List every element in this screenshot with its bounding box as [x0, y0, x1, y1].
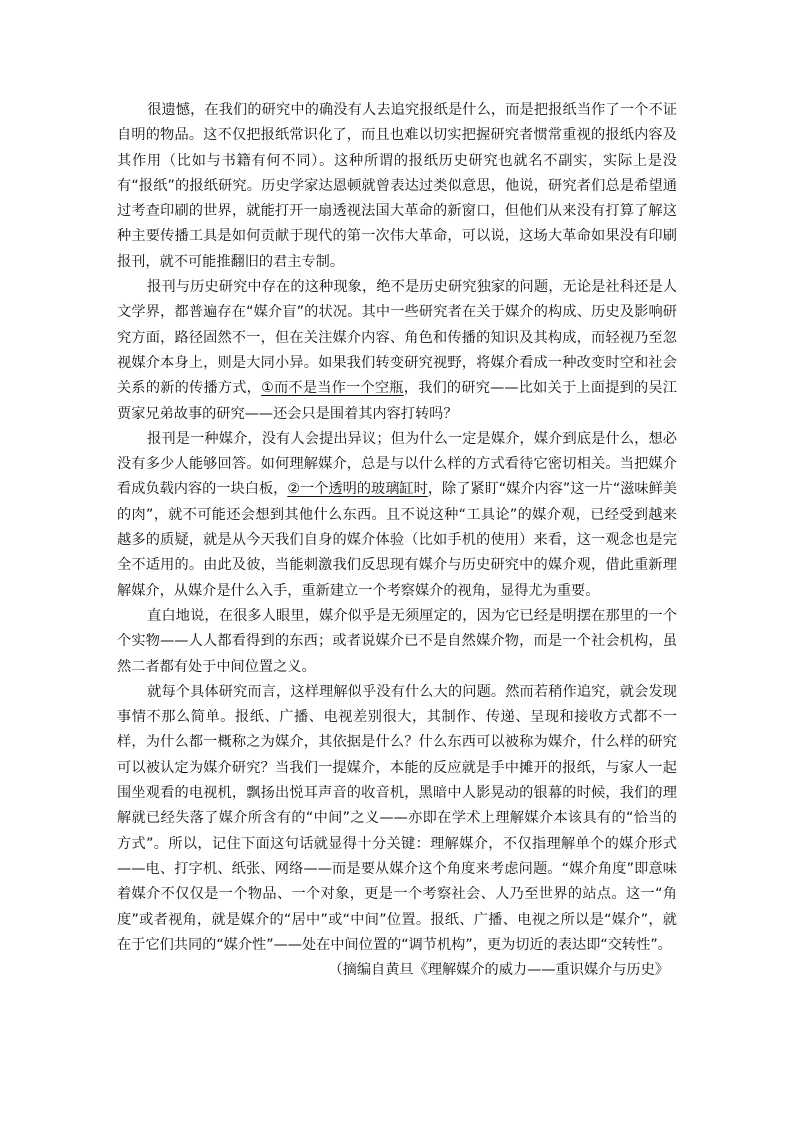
underlined-phrase-2: ②一个透明的玻璃缸时	[287, 481, 428, 498]
paragraph-3-text-before: 报刊是一种媒介，没有人会提出异议；但为什么一定是媒介，媒介到底是什么，想必没有多少人能够回答。如何理解媒介，总是与以什么样的方式看待它密切相关。当把媒介看成负载内容的一块白板，	[117, 430, 677, 498]
paragraph-3-text-after: ，除了紧盯“媒介内容”这一片“滋味鲜美的肉”，就不可能还会想到其他什么东西。且不说这种“工具论”的媒介观，已经受到越来越多的质疑，就是从今天我们自身的媒介体验（比如手机的使用）来看，这一观念也是完全不适用的。由此及彼，当能刺激我们反思现有媒介与历史研究中的媒介观，借此重新理解媒介，从媒介是什么入手，重新建立一个考察媒介的视角，显得尤为重要。	[117, 481, 677, 599]
paragraph-4-text: 直白地说，在很多人眼里，媒介似乎是无须厘定的，因为它已经是明摆在那里的一个个实物——人人都看得到的东西；或者说媒介已不是自然媒介物，而是一个社会机构，虽然二者都有处于中间位置之义。	[117, 607, 677, 675]
paragraph-1	[117, 98, 677, 275]
paragraph-1-text: 很遗憾，在我们的研究中的确没有人去追究报纸是什么，而是把报纸当作了一个不证自明的物品。这不仅把报纸常识化了，而且也难以切实把握研究者惯常重视的报纸内容及其作用（比如与书籍有何不同）。这种所谓的报纸历史研究也就名不副实，实际上是没有“报纸”的报纸研究。历史学家达恩顿就曾表达过类似意思，他说，研究者们总是希望通过考查印刷的世界，就能打开一扇透视法国大革命的新窗口，但他们从来没有打算了解这种主要传播工具是如何贡献于现代的第一次伟大革命，可以说，这场大革命如果没有印刷报刊，就不可能推翻旧的君主专制。	[117, 102, 677, 270]
paragraph-2	[117, 275, 677, 427]
paragraph-5-text: 就每个具体研究而言，这样理解似乎没有什么大的问题。然而若稍作追究，就会发现事情不那么简单。报纸、广播、电视差别很大，其制作、传递、呈现和接收方式都不一样，为什么都一概称之为媒介，其依据是什么？什么东西可以被称为媒介，什么样的研究可以被认定为媒介研究？当我们一提媒介，本能的反应就是手中摊开的报纸，与家人一起围坐观看的电视机，飘扬出悦耳声音的收音机，黑暗中人影晃动的银幕的时候，我们的理解就已经失落了媒介所含有的“中间”之义——亦即在学术上理解媒介本该具有的“恰当的方式”。所以，记住下面这句话就显得十分关键：理解媒介，不仅指理解单个的媒介形式——电、打字机、纸张、网络——而是要从媒介这个角度来考虑问题。“媒介角度”即意味着媒介不仅仅是一个物品、一个对象，更是一个考察社会、人乃至世界的站点。这一“角度”或者视角，就是媒介的“居中”或“中间”位置。报纸、广播、电视之所以是“媒介”，就在于它们共同的“媒介性”——处在中间位置的“调节机构”，更为切近的表达即“交转性”。	[117, 683, 677, 953]
paragraph-2-text-before: 报刊与历史研究中存在的这种现象，绝不是历史研究独家的问题，无论是社科还是人文学界，都普遍存在“媒介盲”的状况。其中一些研究者在关于媒介的构成、历史及影响研究方面，路径固然不一，但在关注媒介内容、角色和传播的知识及其构成，而轻视乃至忽视媒介本身上，则是大同小异。如果我们转变研究视野，将媒介看成一种改变时空和社会关系的新的传播方式，	[117, 279, 677, 397]
article	[117, 98, 677, 983]
paragraph-3	[117, 427, 677, 604]
paragraph-5	[117, 680, 677, 958]
paragraph-2-text-after: ，我们的研究——比如关于上面提到的吴江贾家兄弟故事的研究——还会只是围着其内容打转吗？	[117, 380, 677, 422]
source-citation: （摘编自黄旦《理解媒介的威力——重识媒介与历史》	[328, 962, 669, 979]
underlined-phrase-1: ①而不是当作一个空瓶	[261, 380, 404, 397]
paragraph-4	[117, 604, 677, 680]
